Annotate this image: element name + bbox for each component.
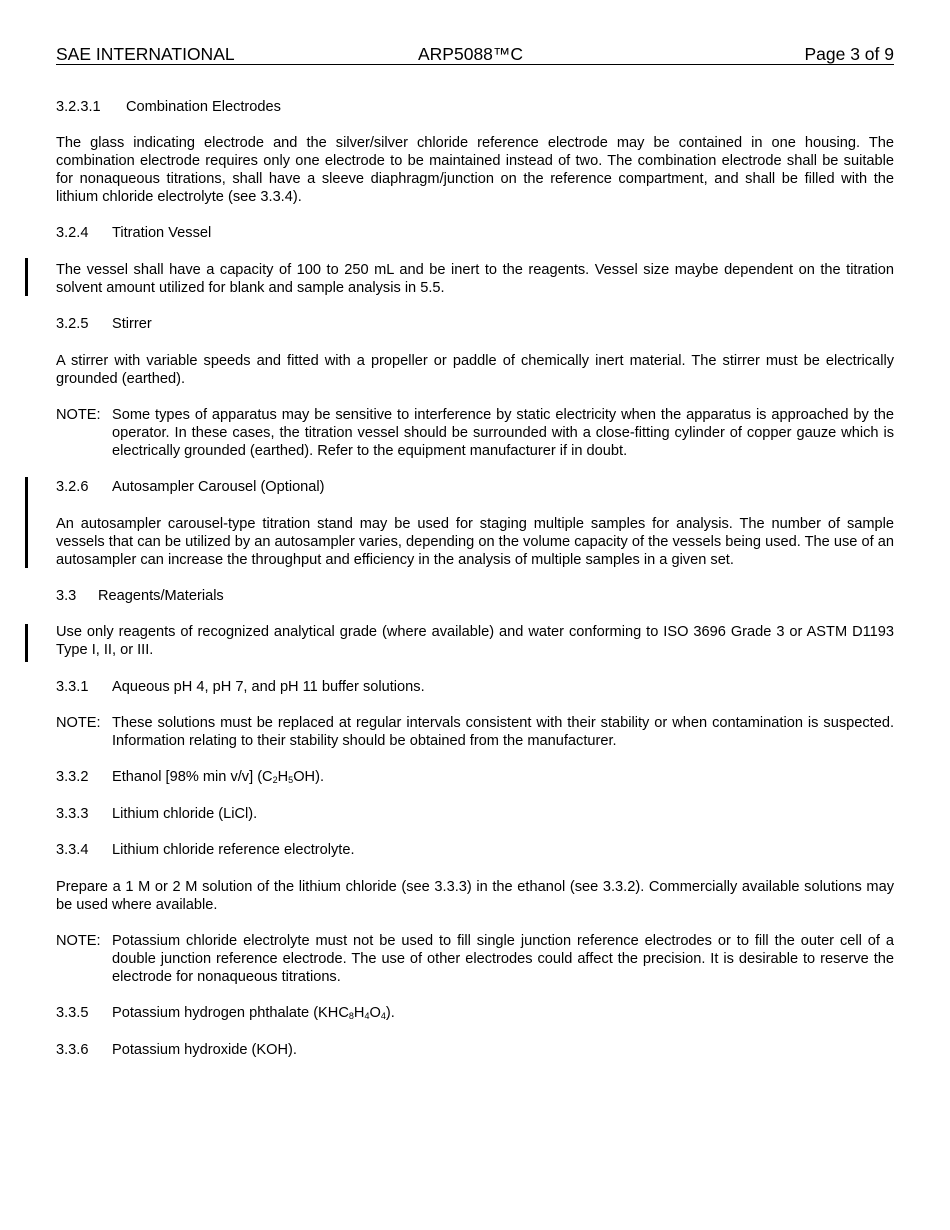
section-title: Potassium hydroxide (KOH). xyxy=(112,1042,297,1058)
paragraph: An autosampler carousel-type titration stand may be used for staging multiple samples for analysis. The number of sample vessels that can be utilized by an autosampler varies, depending on the volume capacity of the vessels being used. The use of an autosampler can increase the throughput and efficiency in the analysis of multiple samples in a given set. xyxy=(56,516,894,568)
paragraph: Use only reagents of recognized analytical grade (where available) and water conforming to ISO 3696 Grade 3 or ASTM D1193 Type I, II, or III. xyxy=(56,624,894,658)
paragraph: A stirrer with variable speeds and fitted with a propeller or paddle of chemically inert material. The stirrer must be electrically grounded (earthed). xyxy=(56,353,894,387)
header-page-number: Page 3 of 9 xyxy=(804,44,894,64)
section-heading-3-3-2 xyxy=(56,768,894,786)
section-number: 3.3.4 xyxy=(56,842,89,858)
section-heading-3-2-6 xyxy=(56,478,894,496)
section-heading-3-3 xyxy=(56,587,894,605)
section-heading-3-3-3 xyxy=(56,805,894,823)
section-title: Stirrer xyxy=(112,316,152,332)
section-number: 3.2.4 xyxy=(56,225,89,241)
revision-bar xyxy=(25,477,28,568)
note-text: These solutions must be replaced at regular intervals consistent with their stability or when contamination is suspected. Information relating to their stability should be obtained from the manufacturer. xyxy=(112,715,894,749)
section-title: Lithium chloride reference electrolyte. xyxy=(112,842,355,858)
section-title: Lithium chloride (LiCl). xyxy=(112,806,258,822)
note-label: NOTE: xyxy=(56,715,101,731)
section-title: Potassium hydrogen phthalate $(KHC_8H_4O_4)$. xyxy=(112,1005,395,1021)
section-number: 3.2.5 xyxy=(56,316,89,332)
note-text: Potassium chloride electrolyte must not be used to fill single junction reference electrodes or to fill the outer cell of a double junction reference electrode. The use of other electrodes could affect the precision. It is desirable to reserve the electrode for nonaqueous titrations. xyxy=(112,933,894,985)
paragraph: The vessel shall have a capacity of 100 to 250 mL and be inert to the reagents. Vessel size maybe dependent on the titration solvent amount utilized for blank and sample analysis in 5.5. xyxy=(56,262,894,296)
section-number: 3.3.5 xyxy=(56,1005,89,1021)
section-heading-3-3-5 xyxy=(56,1004,894,1022)
section-heading-3-3-6 xyxy=(56,1041,894,1059)
page-header xyxy=(56,44,894,65)
header-organization: SAE INTERNATIONAL xyxy=(56,44,235,64)
note xyxy=(56,406,894,460)
section-heading-3-2-5 xyxy=(56,315,894,333)
section-number: 3.2.6 xyxy=(56,479,89,495)
paragraph: Prepare a 1 M or 2 M solution of the lithium chloride (see 3.3.3) in the ethanol (see 3.3.2). Commercially available solutions may be used where available. xyxy=(56,879,894,913)
note-label: NOTE: xyxy=(56,407,101,423)
section-heading-3-3-1 xyxy=(56,678,894,696)
section-number: 3.3.3 xyxy=(56,806,89,822)
paragraph: The glass indicating electrode and the silver/silver chloride reference electrode may be contained in one housing. The combination electrode requires only one electrode to be maintained instead of two. The combination electrode shall be suitable for nonaqueous titrations, shall have a sleeve diaphragm/junction on the reference compartment, and shall be filled with the lithium chloride electrolyte (see 3.3.4). xyxy=(56,135,894,205)
section-number: 3.3.6 xyxy=(56,1042,89,1058)
note-label: NOTE: xyxy=(56,933,101,949)
section-title: Reagents/Materials xyxy=(98,588,224,604)
note xyxy=(56,932,894,986)
section-title: Autosampler Carousel (Optional) xyxy=(112,479,325,495)
section-number: 3.2.3.1 xyxy=(56,99,101,115)
section-number: 3.3.1 xyxy=(56,679,89,695)
section-number: 3.3 xyxy=(56,588,77,604)
header-document-id: ARP5088™C xyxy=(418,44,524,64)
revision-bar xyxy=(25,624,28,662)
section-number: 3.3.2 xyxy=(56,769,89,785)
section-title: Titration Vessel xyxy=(112,225,212,241)
revision-bar xyxy=(25,258,28,296)
section-heading-3-2-4 xyxy=(56,224,894,242)
note xyxy=(56,714,894,750)
section-title: Ethanol [98% min v/v] $(C_2H_5OH)$. xyxy=(112,769,324,785)
section-heading-3-2-3-1 xyxy=(56,98,894,116)
section-heading-3-3-4 xyxy=(56,841,894,859)
section-title: Combination Electrodes xyxy=(126,99,281,115)
section-title: Aqueous pH 4, pH 7, and pH 11 buffer solutions. xyxy=(112,679,425,695)
note-text: Some types of apparatus may be sensitive to interference by static electricity when the apparatus is approached by the operator. In these cases, the titration vessel should be surrounded with a close-fitting cylinder of copper gauze which is electrically grounded (earthed). Refer to the equipment manufacturer if in doubt. xyxy=(112,407,894,459)
